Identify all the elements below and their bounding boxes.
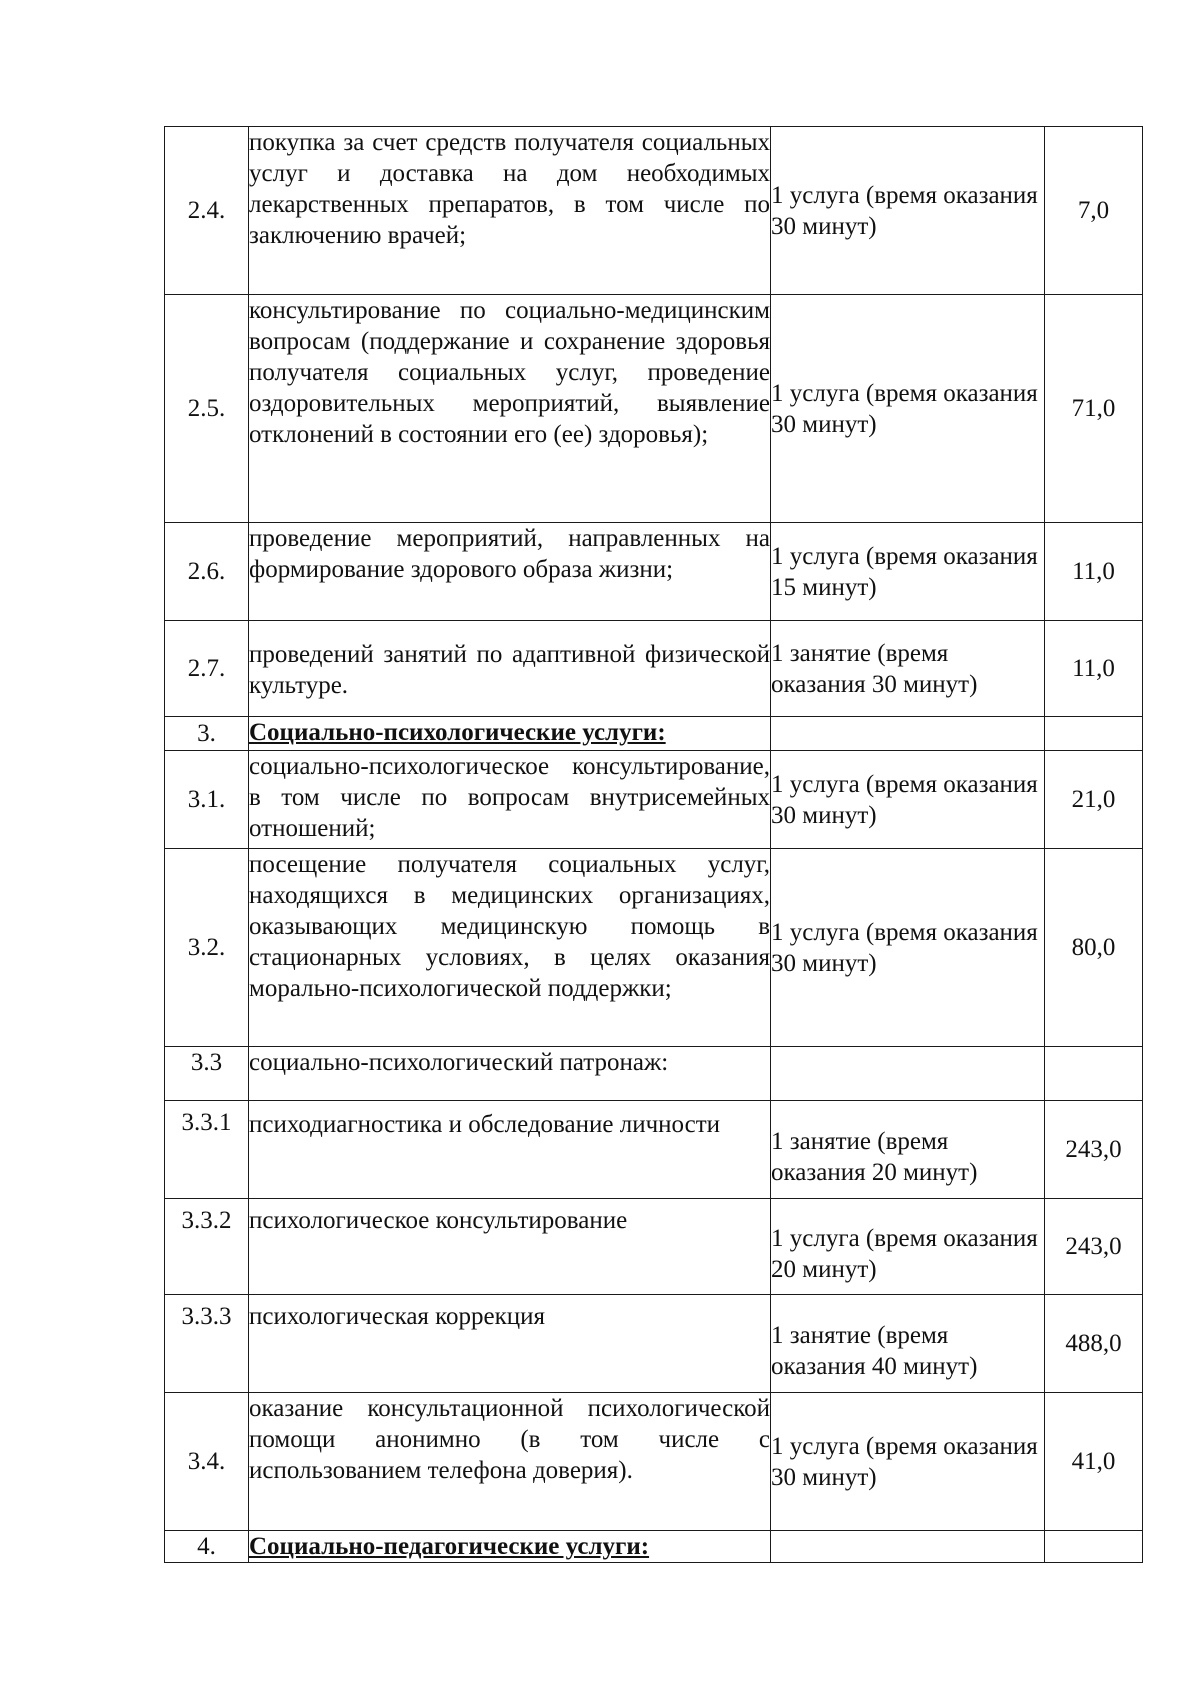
service-description: [249, 523, 771, 621]
service-description-text: социально-психологический патронаж:: [249, 1049, 669, 1076]
service-description: [249, 621, 771, 717]
service-unit: [771, 1047, 1045, 1101]
service-description: [249, 751, 771, 849]
service-price: 21,0: [1045, 751, 1143, 849]
table-row: [165, 1047, 1143, 1101]
row-number: 3.3.1: [165, 1101, 249, 1199]
service-description-text: посещение получателя социальных услуг, находящихся в медицинских организациях, оказывающих медицинскую помощь в стационарных условиях, в целях оказания морально-психологической поддержки;: [249, 851, 770, 1002]
table-row: [165, 1393, 1143, 1531]
service-unit: 1 услуга (время оказания 30 минут): [771, 127, 1045, 295]
table-row: [165, 127, 1143, 295]
service-unit: [771, 717, 1045, 751]
service-description-text: психодиагностика и обследование личности: [249, 1111, 721, 1138]
service-unit: 1 занятие (время оказания 40 минут): [771, 1295, 1045, 1393]
service-unit: 1 занятие (время оказания 30 минут): [771, 621, 1045, 717]
service-price: 41,0: [1045, 1393, 1143, 1531]
table-row: [165, 1295, 1143, 1393]
row-number: 3.2.: [165, 849, 249, 1047]
row-number: 3.3.3: [165, 1295, 249, 1393]
service-unit: [771, 1531, 1045, 1563]
section-heading: [249, 1531, 771, 1563]
service-price: 488,0: [1045, 1295, 1143, 1393]
service-description: [249, 1393, 771, 1531]
row-number: 3.3.2: [165, 1199, 249, 1295]
row-number: 3.1.: [165, 751, 249, 849]
table-row: [165, 1531, 1143, 1563]
table-row: [165, 1101, 1143, 1199]
service-description: [249, 295, 771, 523]
table-row: [165, 295, 1143, 523]
service-description: [249, 1199, 771, 1295]
section-heading: [249, 717, 771, 751]
table-row: [165, 849, 1143, 1047]
service-unit: 1 занятие (время оказания 20 минут): [771, 1101, 1045, 1199]
service-price: 243,0: [1045, 1101, 1143, 1199]
row-number: 3.3: [165, 1047, 249, 1101]
row-number: 3.4.: [165, 1393, 249, 1531]
table-row: [165, 717, 1143, 751]
service-description: [249, 127, 771, 295]
services-table: [164, 126, 1143, 1563]
section-heading-text: Социально-педагогические услуги:: [249, 1533, 650, 1560]
service-description-text: проведений занятий по адаптивной физической культуре.: [249, 641, 770, 699]
service-description-text: оказание консультационной психологической помощи анонимно (в том числе с использованием телефона доверия).: [249, 1395, 770, 1484]
service-price: [1045, 1531, 1143, 1563]
service-description-text: покупка за счет средств получателя социальных услуг и доставка на дом необходимых лекарственных препаратов, в том числе по заключению врачей;: [249, 129, 770, 249]
service-price: 11,0: [1045, 523, 1143, 621]
service-price: [1045, 717, 1143, 751]
service-price: 243,0: [1045, 1199, 1143, 1295]
table-row: [165, 523, 1143, 621]
section-heading-text: Социально-психологические услуги:: [249, 719, 666, 746]
service-description-text: социально-психологическое консультирование, в том числе по вопросам внутрисемейных отношений;: [249, 753, 770, 842]
service-description: [249, 849, 771, 1047]
service-unit: 1 услуга (время оказания 30 минут): [771, 1393, 1045, 1531]
service-unit: 1 услуга (время оказания 30 минут): [771, 849, 1045, 1047]
service-description-text: проведение мероприятий, направленных на формирование здорового образа жизни;: [249, 525, 770, 583]
table-row: [165, 1199, 1143, 1295]
row-number: 2.4.: [165, 127, 249, 295]
service-unit: 1 услуга (время оказания 20 минут): [771, 1199, 1045, 1295]
service-description: [249, 1295, 771, 1393]
service-description-text: психологическое консультирование: [249, 1207, 628, 1234]
service-unit: 1 услуга (время оказания 15 минут): [771, 523, 1045, 621]
service-price: 80,0: [1045, 849, 1143, 1047]
table-row: [165, 751, 1143, 849]
service-price: 7,0: [1045, 127, 1143, 295]
service-description: [249, 1047, 771, 1101]
row-number: 2.6.: [165, 523, 249, 621]
service-description-text: психологическая коррекция: [249, 1303, 546, 1330]
table-row: [165, 621, 1143, 717]
row-number: 2.5.: [165, 295, 249, 523]
service-price: [1045, 1047, 1143, 1101]
row-number: 4.: [165, 1531, 249, 1563]
service-description: [249, 1101, 771, 1199]
service-description-text: консультирование по социально-медицинским вопросам (поддержание и сохранение здоровья получателя социальных услуг, проведение оздоровительных мероприятий, выявление отклонений в состоянии его (ее) здоровья);: [249, 297, 770, 448]
row-number: 3.: [165, 717, 249, 751]
service-price: 71,0: [1045, 295, 1143, 523]
service-price: 11,0: [1045, 621, 1143, 717]
row-number: 2.7.: [165, 621, 249, 717]
service-unit: 1 услуга (время оказания 30 минут): [771, 295, 1045, 523]
service-unit: 1 услуга (время оказания 30 минут): [771, 751, 1045, 849]
